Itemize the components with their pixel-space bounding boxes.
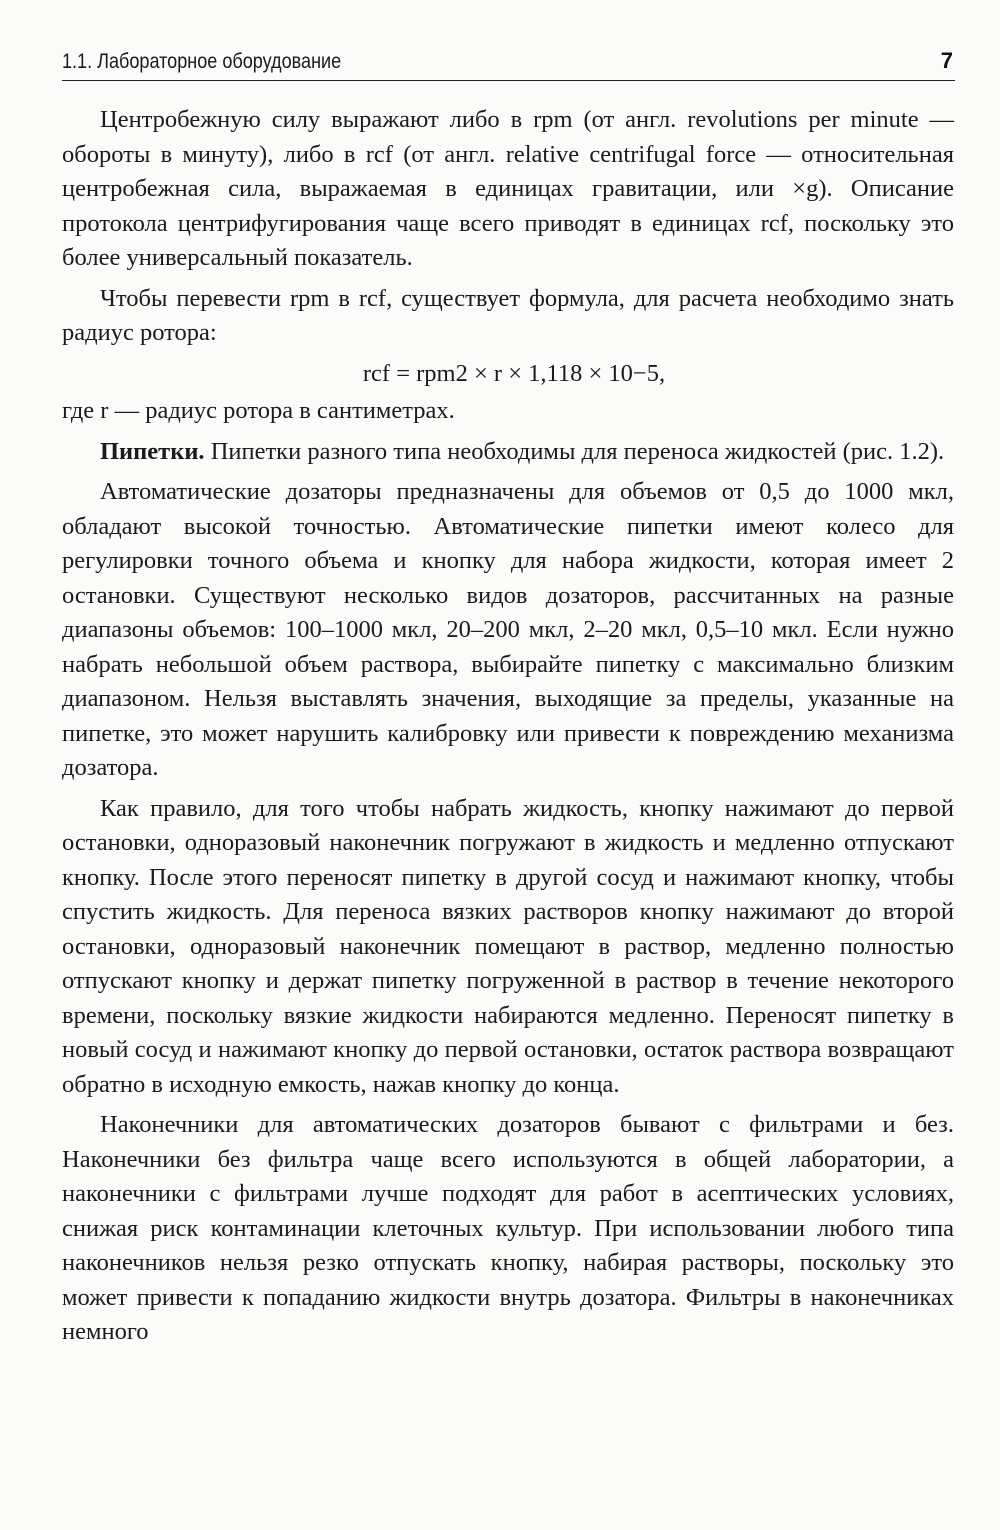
- paragraph-automatic-dispensers: Автоматические дозаторы предназначены для объемов от 0,5 до 1000 мкл, обладают высокой точностью. Автоматические пипетки имеют колесо для регулировки точного объема и кнопку для набора жидкости, которая имеет 2 остановки. Существуют несколько видов дозаторов, рассчитанных на разные диапазоны объемов: 100–1000 мкл, 20–200 мкл, 2–20 мкл, 0,5–10 мкл. Если нужно набрать небольшой объем раствора, выбирайте пипетку с максимально близким диапазоном. Нельзя выставлять значения, выходящие за пределы, указанные на пипетке, это может нарушить калибровку или привести к повреждению механизма дозатора.: [62, 478, 954, 781]
- rcf-formula: rcf = rpm2 × r × 1,118 × 10−5,: [362, 359, 666, 387]
- paragraph-pipettes: [62, 435, 954, 470]
- pipettes-text: Пипетки разного типа необходимы для переноса жидкостей (рис. 1.2).: [204, 437, 945, 465]
- page-number: 7: [940, 48, 953, 73]
- paragraph-radius-definition: где r — радиус ротора в сантиметрах.: [62, 397, 455, 424]
- body-text: [62, 103, 954, 1356]
- paragraph-centrifugal-force: Центробежную силу выражают либо в rpm (от англ. revolutions per minute — обороты в минуту), либо в rcf (от англ. relative centrifugal force — относительная центробежная сила, выражаемая в единицах гравитации, или ×g). Описание протокола центрифугирования чаще всего приводят в единицах rcf, поскольку это более универсальный показатель.: [62, 106, 954, 271]
- paragraph-tips: Наконечники для автоматических дозаторов бывают с фильтрами и без. Наконечники без фильтра чаще всего используются в общей лаборатории, а наконечники с фильтрами лучше подходят для работ в асептических условиях, снижая риск контаминации клеточных культур. При использовании любого типа наконечников нельзя резко отпускать кнопку, набирая растворы, поскольку это может привести к попаданию жидкости внутрь дозатора. Фильтры в наконечниках немного: [62, 1111, 954, 1345]
- paragraph-pipetting-technique: Как правило, для того чтобы набрать жидкость, кнопку нажимают до первой остановки, одноразовый наконечник погружают в жидкость и медленно отпускают кнопку. После этого переносят пипетку в другой сосуд и нажимают кнопку, чтобы спустить жидкость. Для переноса вязких растворов кнопку нажимают до второй остановки, одноразовый наконечник помещают в раствор, медленно полностью отпускают кнопку и держат пипетку погруженной в раствор в течение некоторого времени, поскольку вязкие жидкости набираются медленно. Переносят пипетку в новый сосуд и нажимают кнопку до первой остановки, остаток раствора возвращают обратно в исходную емкость, нажав кнопку до конца.: [62, 794, 954, 1098]
- pipettes-heading: Пипетки.: [100, 437, 205, 465]
- running-header: [62, 50, 955, 81]
- paragraph-conversion-intro: Чтобы перевести rpm в rcf, существует формула, для расчета необходимо знать радиус ротора:: [62, 284, 954, 346]
- section-title: 1.1. Лабораторное оборудование: [62, 50, 342, 73]
